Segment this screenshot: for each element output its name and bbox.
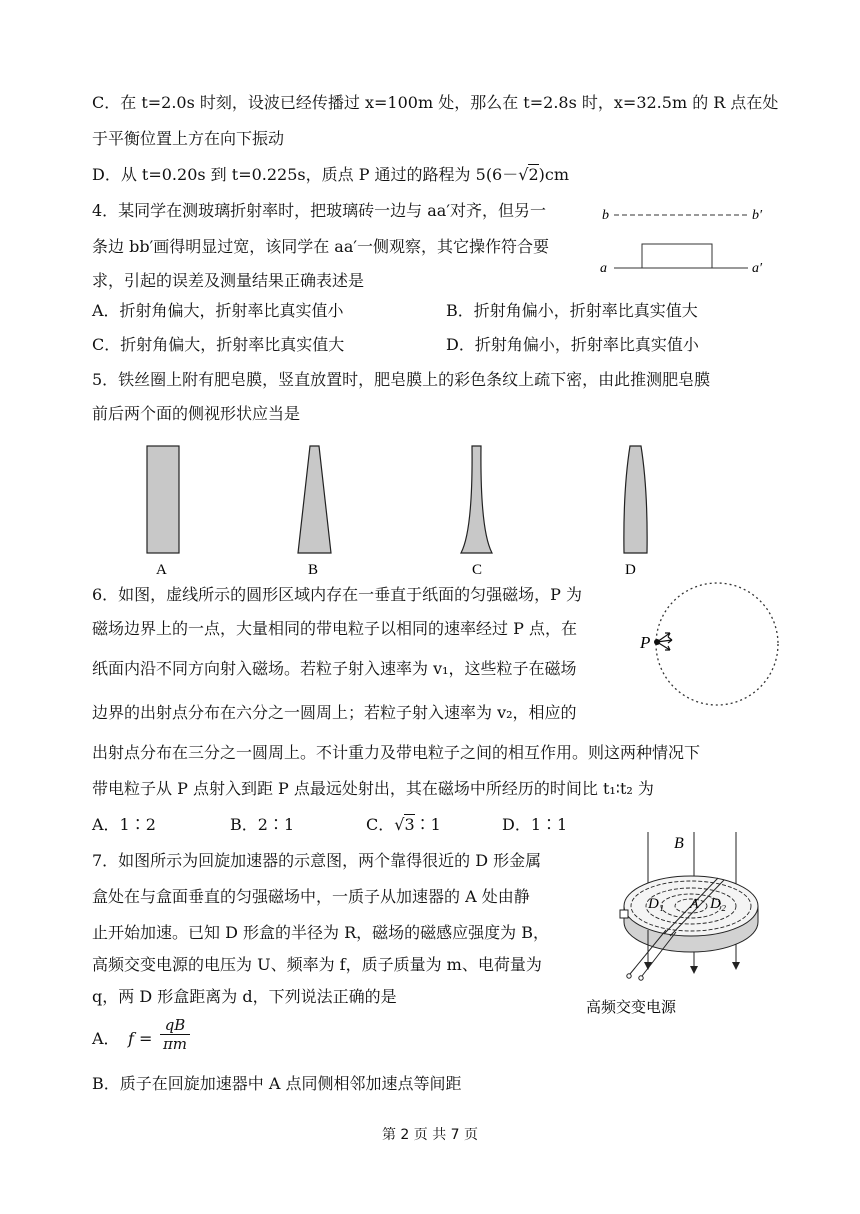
q5-label-a: A: [156, 562, 167, 578]
q4-stem-line2: 条边 bb′画得明显过宽，该同学在 aa′一侧观察，其它操作符合要: [92, 237, 550, 256]
q4-glass-brick: [642, 244, 712, 268]
q6-stem-line3: 纸面内沿不同方向射入磁场。若粒子射入速率为 v₁，这些粒子在磁场: [92, 659, 577, 678]
sqrt-symbol: √: [394, 815, 405, 834]
q7-option-a-label: A．: [92, 1029, 120, 1048]
q4-glass-brick-figure: [596, 200, 776, 280]
q3-option-c-line2: 于平衡位置上方在向下振动: [92, 129, 285, 148]
q4-label-b: b: [602, 208, 609, 223]
q7-stem-line2: 盒处在与盒面垂直的匀强磁场中，一质子从加速器的 A 处由静: [92, 887, 530, 906]
q3-option-d-text: D．从 t=0.20s 到 t=0.225s，质点 P 通过的路程为 5(6－: [92, 165, 519, 184]
q7-terminal: [639, 976, 643, 980]
sqrt-symbol: √: [518, 165, 529, 184]
q5-shape-c: [461, 446, 492, 553]
q7-stem-line3: 止开始加速。已知 D 形盒的半径为 R，磁场的磁感应强度为 B，: [92, 923, 549, 942]
q6-label-p: P: [640, 633, 651, 652]
q4-option-c: C．折射角偏大，折射率比真实值大: [92, 335, 345, 354]
q5-shape-a: [147, 446, 179, 553]
q7-option-a-fraction: [160, 1016, 190, 1053]
q4-stem-line1: 4．某同学在测玻璃折射率时，把玻璃砖一边与 aa′对齐，但另一: [92, 201, 546, 220]
q6-field-boundary: [656, 583, 778, 705]
q7-stem-line1: 7．如图所示为回旋加速器的示意图，两个靠得很近的 D 形金属: [92, 851, 542, 870]
q3-option-d-radicand: 2: [528, 165, 539, 184]
q7-terminal: [627, 974, 631, 978]
q6-stem-line6: 带电粒子从 P 点射入到距 P 点最远处射出，其在磁场中所经历的时间比 t₁∶t₂ 为: [92, 779, 654, 798]
q7-label-a: A: [690, 897, 699, 912]
q6-option-d: D．1∶1: [502, 815, 568, 834]
q3-option-d: [92, 165, 569, 185]
q5-film-shapes-figure: [130, 440, 660, 580]
q5-label-c: C: [472, 562, 483, 578]
q7-label-d1: D₁: [648, 896, 665, 912]
q6-stem-line2: 磁场边界上的一点，大量相同的带电粒子以相同的速率经过 P 点，在: [92, 619, 577, 638]
q4-option-d: D．折射角偏小，折射率比真实值小: [446, 335, 699, 354]
q6-stem-line5: 出射点分布在三分之一圆周上。不计重力及带电粒子之间的相互作用。则这两种情况下: [92, 743, 701, 762]
q4-label-b-prime: b′: [752, 208, 763, 223]
q7-stem-line5: q，两 D 形盒距离为 d，下列说法正确的是: [92, 987, 397, 1006]
q6-option-c-label: C．: [366, 815, 395, 834]
q7-option-a-lhs: f =: [128, 1029, 153, 1048]
q7-label-d2: D₂: [710, 896, 727, 912]
q6-stem-line4: 边界的出射点分布在六分之一圆周上；若粒子射入速率为 v₂，相应的: [92, 703, 577, 722]
q6-option-c-ratio: ∶1: [414, 815, 441, 834]
q7-option-a-denominator: πm: [162, 1035, 188, 1053]
q6-option-c: [366, 815, 441, 835]
q7-field-arrowhead: [690, 966, 698, 974]
q7-label-b: B: [674, 835, 684, 852]
q6-stem-line1: 6．如图，虚线所示的圆形区域内存在一垂直于纸面的匀强磁场，P 为: [92, 585, 583, 604]
q4-option-a: A．折射角偏大，折射率比真实值小: [92, 301, 344, 320]
q7-power-source-label: 高频交变电源: [586, 998, 677, 1016]
q6-option-a: A．1∶2: [92, 815, 156, 834]
q4-stem-line3: 求，引起的误差及测量结果正确表述是: [92, 271, 365, 290]
q6-option-b: B．2∶1: [230, 815, 295, 834]
q7-stem-line4: 高频交变电源的电压为 U、频率为 f，质子质量为 m、电荷量为: [92, 955, 542, 974]
page-footer: 第 2 页 共 7 页: [381, 1127, 479, 1143]
q5-label-d: D: [625, 562, 636, 578]
q4-label-a: a: [600, 261, 607, 276]
q7-exit-window: [620, 910, 628, 918]
q5-label-b: B: [308, 562, 319, 578]
q3-option-d-unit: )cm: [538, 165, 570, 184]
q7-cyclotron-figure: [586, 826, 786, 1026]
q4-option-b: B．折射角偏小，折射率比真实值大: [446, 301, 698, 320]
q5-stem-line2: 前后两个面的侧视形状应当是: [92, 404, 301, 423]
q7-option-a-numerator: qB: [160, 1016, 190, 1035]
q7-field-arrowhead: [732, 962, 740, 970]
q6-option-c-radicand: 3: [404, 815, 415, 834]
q3-option-c-line1: C．在 t=2.0s 时刻，设波已经传播过 x=100m 处，那么在 t=2.8s 时，x=32.5m 的 R 点在处: [92, 93, 779, 112]
q5-shape-d: [624, 446, 647, 553]
q7-option-b: B．质子在回旋加速器中 A 点同侧相邻加速点等间距: [92, 1074, 462, 1093]
q6-magnetic-field-figure: [636, 580, 776, 720]
q5-shape-b: [298, 446, 331, 553]
q5-stem-line1: 5．铁丝圈上附有肥皂膜，竖直放置时，肥皂膜上的彩色条纹上疏下密，由此推测肥皂膜: [92, 370, 711, 389]
q4-label-a-prime: a′: [752, 261, 763, 276]
